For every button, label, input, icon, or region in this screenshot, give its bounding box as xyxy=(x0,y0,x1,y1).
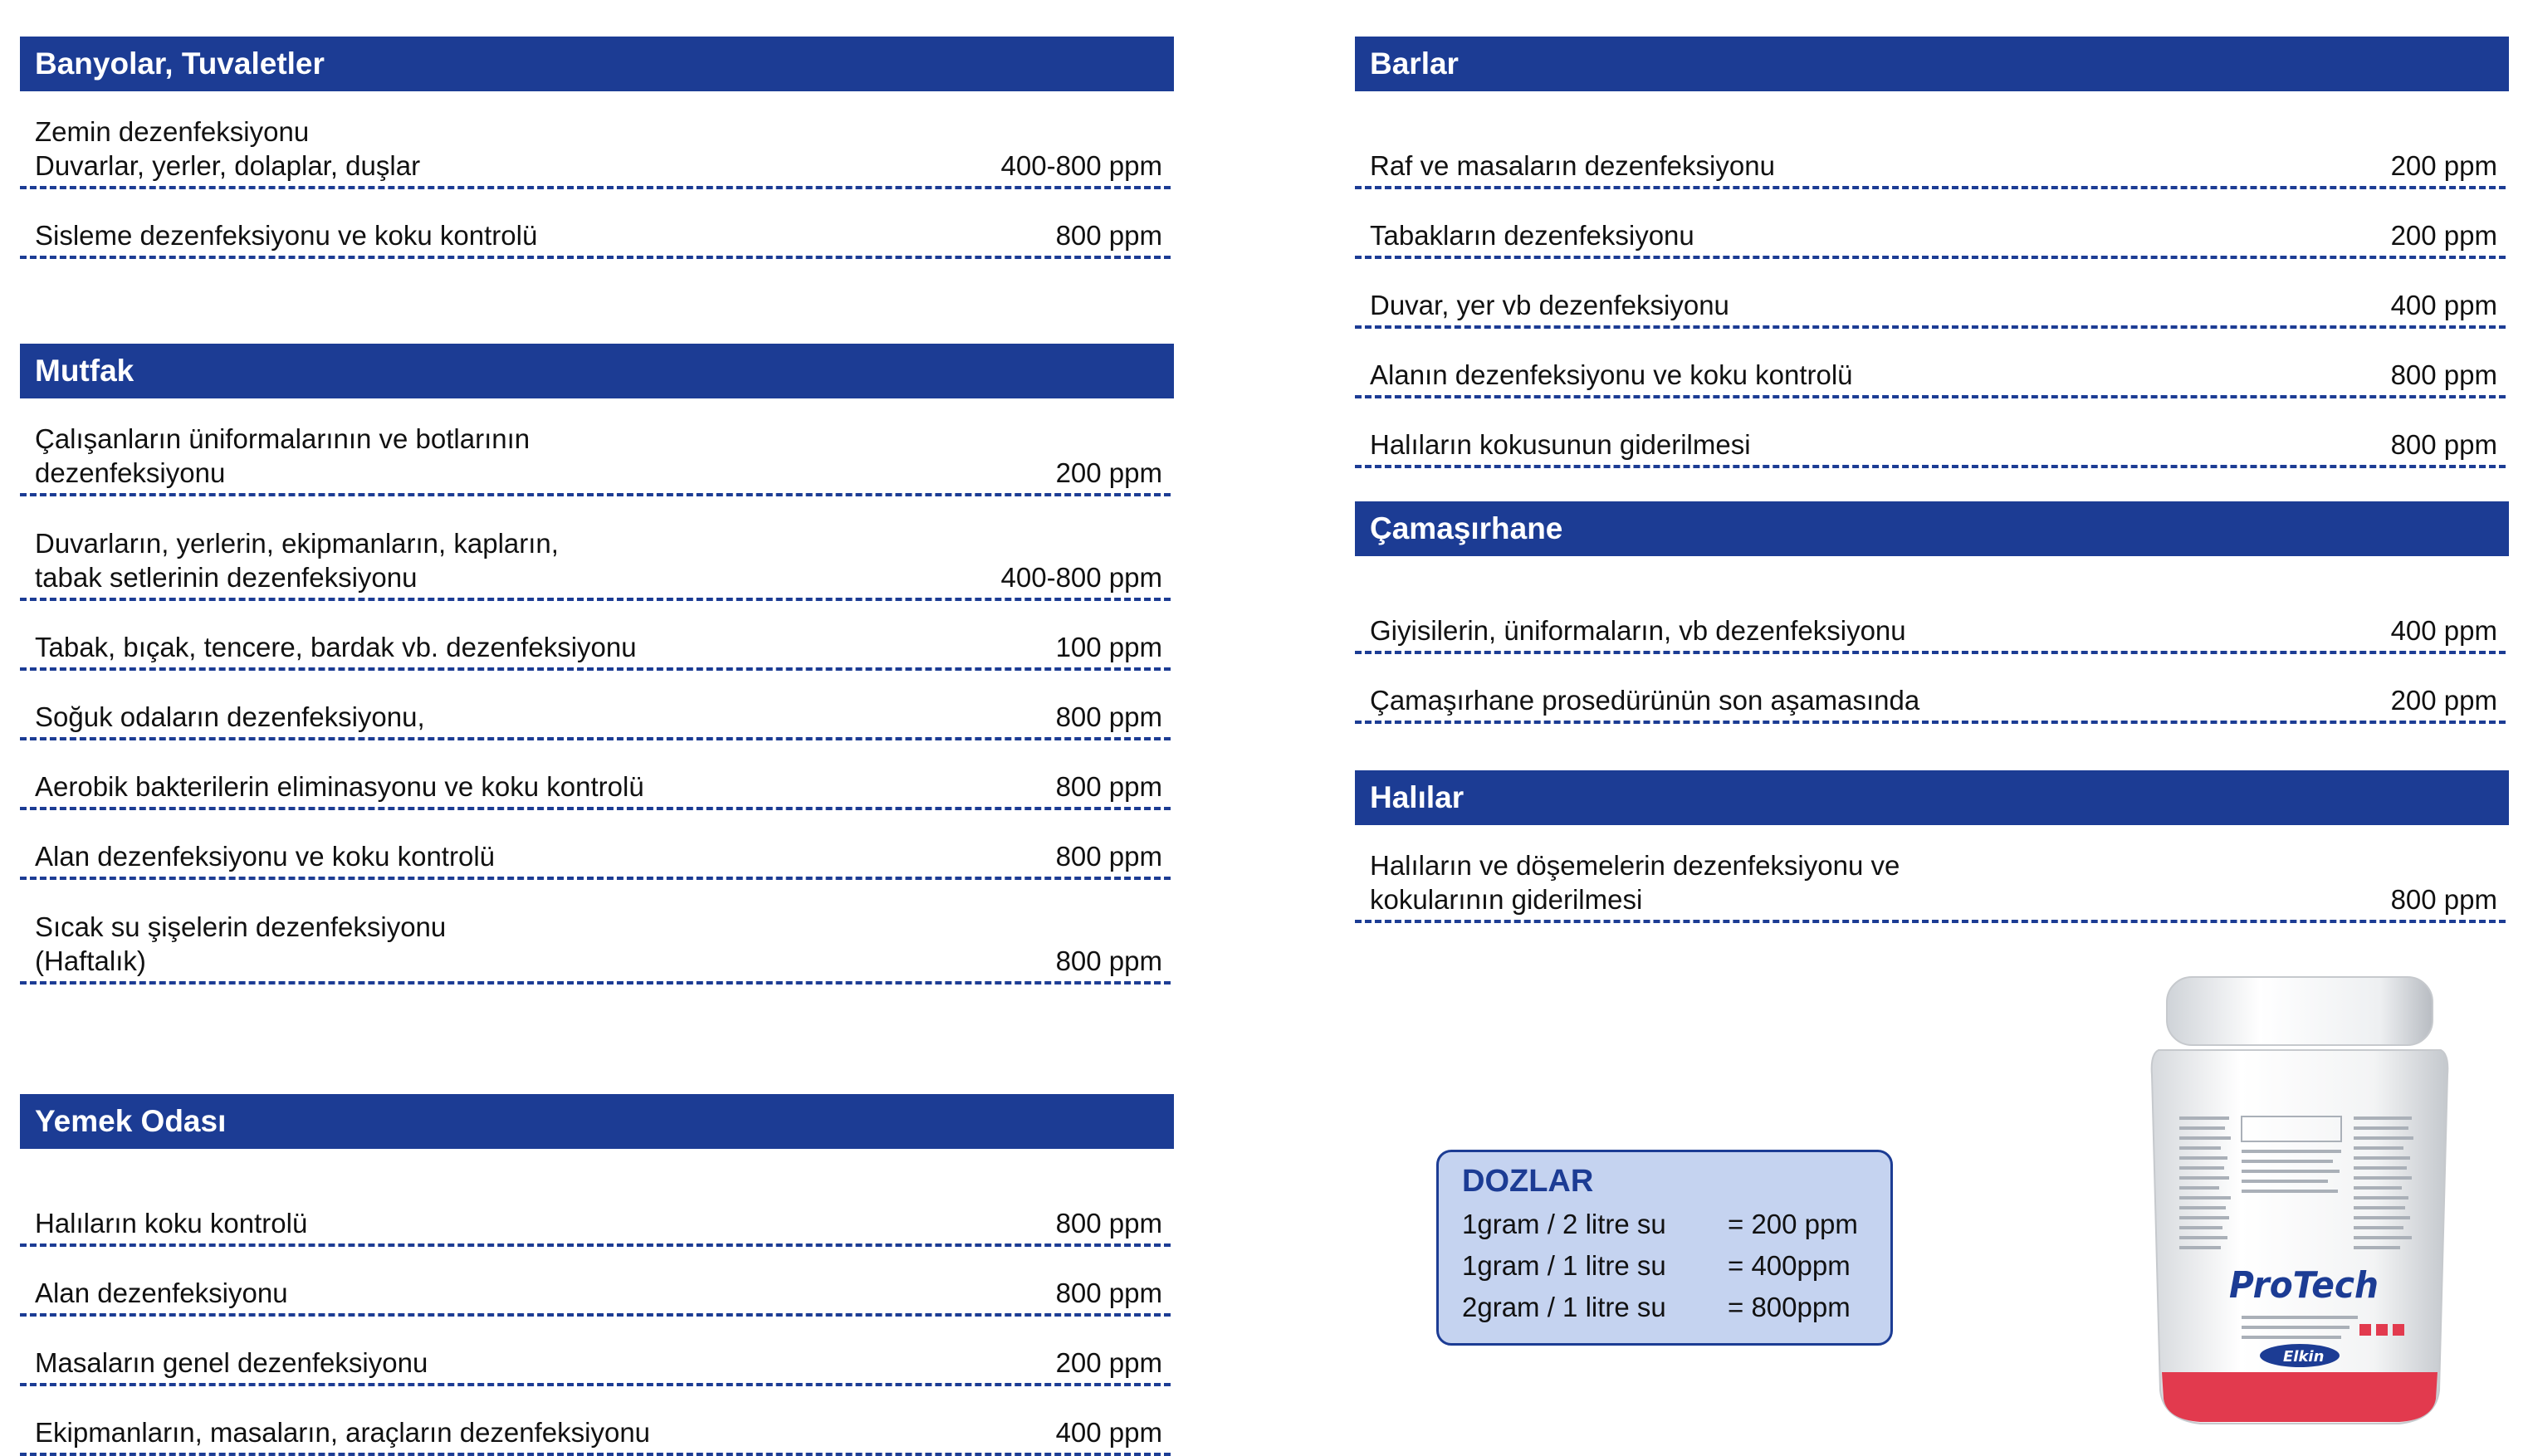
concentration-value: 400-800 ppm xyxy=(1000,150,1162,181)
application-label: Alan dezenfeksiyonu ve koku kontrolü xyxy=(35,841,496,872)
application-label: Raf ve masaların dezenfeksiyonu xyxy=(1370,150,1775,181)
application-label: Alan dezenfeksiyonu xyxy=(35,1278,288,1308)
section-rows xyxy=(1355,556,2506,724)
section-rows xyxy=(1355,91,2506,468)
concentration-value: 200 ppm xyxy=(1055,457,1162,488)
application-label: Halıların kokusunun giderilmesi xyxy=(1370,429,1751,460)
application-label: Ekipmanların, masaların, araçların dezenfeksiyonu xyxy=(35,1417,651,1448)
section-banyolar-tuvaletler xyxy=(20,37,1174,259)
application-label: Zemin dezenfeksiyonu Duvarlar, yerler, dolaplar, duşlar xyxy=(35,116,421,181)
list-item xyxy=(20,189,1171,259)
dosage-result: = 800ppm xyxy=(1728,1292,1851,1322)
list-item xyxy=(1355,825,2506,923)
dosage-list xyxy=(1462,1204,1867,1328)
list-item xyxy=(20,1247,1171,1317)
list-item xyxy=(20,1317,1171,1386)
concentration-value: 800 ppm xyxy=(1055,1208,1162,1239)
list-item xyxy=(1355,398,2506,468)
application-label: Çamaşırhane prosedürünün son aşamasında xyxy=(1370,685,1920,716)
section-rows xyxy=(20,1149,1171,1456)
concentration-value: 200 ppm xyxy=(1055,1347,1162,1378)
section-header: Barlar xyxy=(1355,37,2509,91)
application-label: Tabak, bıçak, tencere, bardak vb. dezenfeksiyonu xyxy=(35,632,637,662)
application-label: Sisleme dezenfeksiyonu ve koku kontrolü xyxy=(35,220,538,251)
red-bottom-band xyxy=(2162,1372,2438,1422)
list-item xyxy=(20,601,1171,671)
section-halilar xyxy=(1355,770,2509,923)
list-item xyxy=(20,740,1171,810)
application-label: Masaların genel dezenfeksiyonu xyxy=(35,1347,428,1378)
maker-logo: Elkin xyxy=(2283,1348,2325,1366)
concentration-value: 100 ppm xyxy=(1055,632,1162,662)
application-label: Aerobik bakterilerin eliminasyonu ve koku kontrolü xyxy=(35,771,644,802)
dosage-row xyxy=(1462,1204,1867,1245)
application-label: Alanın dezenfeksiyonu ve koku kontrolü xyxy=(1370,359,1853,390)
section-header: Mutfak xyxy=(20,344,1174,398)
section-rows xyxy=(20,91,1171,259)
concentration-value: 800 ppm xyxy=(1055,220,1162,251)
concentration-value: 400-800 ppm xyxy=(1000,562,1162,593)
product-jar-image xyxy=(2142,975,2457,1428)
warning-square-2 xyxy=(2376,1324,2388,1336)
dosage-result: = 200 ppm xyxy=(1728,1209,1858,1239)
warning-square xyxy=(2359,1324,2371,1336)
list-item xyxy=(1355,556,2506,654)
concentration-value: 800 ppm xyxy=(2390,359,2497,390)
section-barlar xyxy=(1355,37,2509,468)
concentration-value: 200 ppm xyxy=(2390,685,2497,716)
dosage-amount: 1gram / 1 litre su xyxy=(1462,1250,1666,1281)
list-item xyxy=(20,1149,1171,1247)
concentration-value: 800 ppm xyxy=(2390,429,2497,460)
section-header: Çamaşırhane xyxy=(1355,501,2509,556)
application-label: Çalışanların üniformalarının ve botlarının dezenfeksiyonu xyxy=(35,423,531,488)
concentration-value: 800 ppm xyxy=(1055,841,1162,872)
section-header: Halılar xyxy=(1355,770,2509,825)
list-item xyxy=(1355,189,2506,259)
concentration-value: 200 ppm xyxy=(2390,220,2497,251)
concentration-value: 800 ppm xyxy=(1055,945,1162,976)
concentration-value: 800 ppm xyxy=(1055,1278,1162,1308)
list-item xyxy=(20,1386,1171,1456)
section-header: Banyolar, Tuvaletler xyxy=(20,37,1174,91)
dosage-box xyxy=(1436,1150,1893,1346)
application-label: Halıların ve döşemelerin dezenfeksiyonu ve kokularının giderilmesi xyxy=(1370,850,1900,915)
dosage-title: DOZLAR xyxy=(1462,1164,1594,1199)
concentration-value: 400 ppm xyxy=(1055,1417,1162,1448)
product-brand-logo: ProTech xyxy=(2229,1264,2379,1307)
dosage-result: = 400ppm xyxy=(1728,1250,1851,1281)
concentration-value: 200 ppm xyxy=(2390,150,2497,181)
list-item xyxy=(1355,329,2506,398)
dosage-row xyxy=(1462,1245,1867,1287)
application-label: Giyisilerin, üniformaların, vb dezenfeksiyonu xyxy=(1370,615,1906,646)
dosage-row xyxy=(1462,1287,1867,1328)
concentration-value: 800 ppm xyxy=(2390,884,2497,915)
section-rows xyxy=(20,398,1171,985)
application-label: Halıların koku kontrolü xyxy=(35,1208,308,1239)
section-header: Yemek Odası xyxy=(20,1094,1174,1149)
application-label: Sıcak su şişelerin dezenfeksiyonu (Haftalık) xyxy=(35,911,447,976)
list-item xyxy=(20,810,1171,880)
list-item xyxy=(1355,259,2506,329)
section-rows xyxy=(1355,825,2506,923)
list-item xyxy=(20,496,1171,601)
jar-lid xyxy=(2167,977,2433,1045)
concentration-value: 400 ppm xyxy=(2390,290,2497,320)
concentration-value: 800 ppm xyxy=(1055,701,1162,732)
section-yemek-odasi xyxy=(20,1094,1174,1456)
list-item xyxy=(20,671,1171,740)
application-label: Soğuk odaların dezenfeksiyonu, xyxy=(35,701,425,732)
dosage-amount: 2gram / 1 litre su xyxy=(1462,1292,1666,1322)
section-mutfak xyxy=(20,344,1174,985)
list-item xyxy=(1355,654,2506,724)
list-item xyxy=(20,91,1171,189)
list-item xyxy=(20,880,1171,985)
warning-square-3 xyxy=(2393,1324,2404,1336)
application-label: Tabakların dezenfeksiyonu xyxy=(1370,220,1694,251)
application-label: Duvarların, yerlerin, ekipmanların, kapların, tabak setlerinin dezenfeksiyonu xyxy=(35,528,559,593)
dosage-amount: 1gram / 2 litre su xyxy=(1462,1209,1666,1239)
concentration-value: 800 ppm xyxy=(1055,771,1162,802)
list-item xyxy=(1355,91,2506,189)
section-camasirhane xyxy=(1355,501,2509,724)
application-label: Duvar, yer vb dezenfeksiyonu xyxy=(1370,290,1729,320)
concentration-value: 400 ppm xyxy=(2390,615,2497,646)
list-item xyxy=(20,398,1171,496)
